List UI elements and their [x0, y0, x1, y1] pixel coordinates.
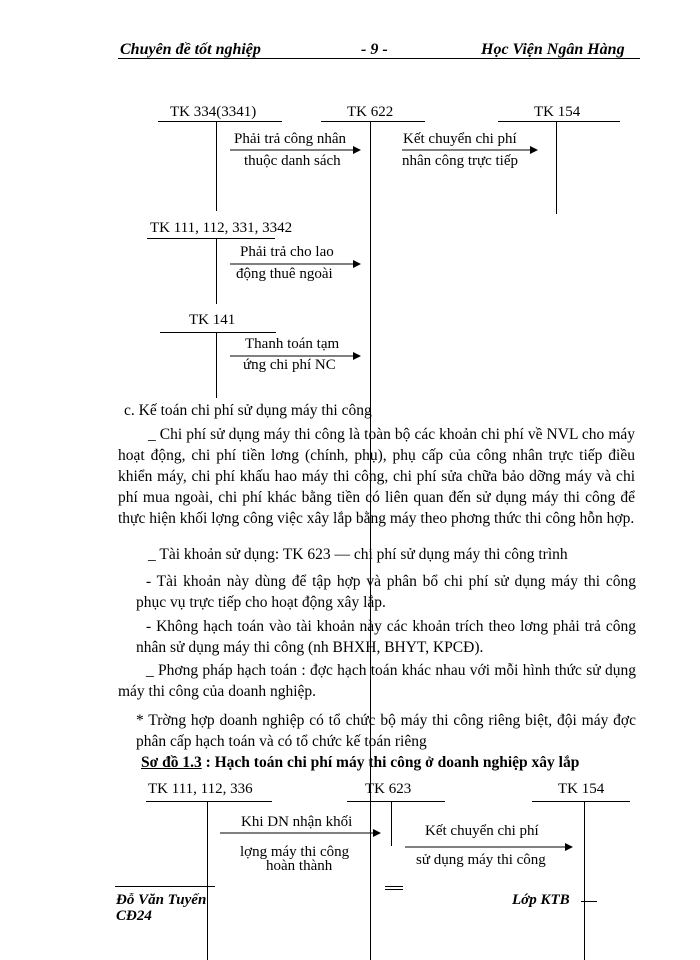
t-account-111b-stem [207, 801, 208, 960]
header-right: Học Viện Ngân Hàng [481, 41, 625, 58]
section-heading: c. Kế toán chi phí sử dụng máy thi công [124, 402, 372, 419]
account-111-112-336: TK 111, 112, 336 [148, 781, 253, 797]
entry-111-line1: Phải trả cho lao [240, 244, 334, 260]
entry-334-line2: thuộc danh sách [244, 153, 341, 169]
diagram-caption-title: : Hạch toán chi phí máy thi công ở doanh nghiệp xây lắp [205, 754, 580, 771]
entry-111-line2: động thuê ngoài [236, 266, 333, 282]
t-account-154b-bar [532, 801, 630, 802]
header-left: Chuyên đề tốt nghiệp [120, 41, 261, 58]
header-page-number: - 9 - [361, 41, 388, 58]
footer-cohort: CĐ24 [116, 908, 152, 924]
account-623: TK 623 [365, 781, 412, 797]
footer-rule-mid-b [385, 889, 403, 890]
account-154-b: TK 154 [558, 781, 605, 797]
t-account-154b-stem [584, 801, 585, 960]
diagram-caption [141, 754, 579, 772]
entry-623-line1: Kết chuyển chi phí [425, 823, 539, 839]
footer-rule-mid-a [385, 886, 403, 887]
entry-622-line2: nhân công trực tiếp [402, 153, 519, 169]
entry-141-line1: Thanh toán tạm [245, 336, 340, 352]
diagram-caption-label: Sơ đồ 1.3 [141, 754, 202, 771]
footer-author: Đỗ Văn Tuyến [116, 892, 207, 908]
entry-111b-line2: lợng máy thi công [240, 844, 350, 860]
paragraph-exclusions: - Không hạch toán vào tài khoản này các khoản trích theo lơng phải trả công nhân sử dụng máy thi công (nh BHXH, BHYT, KPCĐ). [136, 618, 636, 656]
footer-dash [581, 901, 597, 902]
account-154: TK 154 [534, 104, 581, 120]
footer-rule-left [115, 886, 215, 887]
entry-111b-line1: Khi DN nhận khối [241, 814, 353, 830]
paragraph-method: _ Phơng pháp hạch toán : đợc hạch toán khác nhau với mỗi hình thức sử dụng máy thi công của doanh nghiệp. [118, 662, 636, 700]
paragraph-account-used: _ Tài khoản sử dụng: TK 623 — chi phí sử dụng máy thi công trình [148, 546, 568, 563]
entry-111b-line3: hoàn thành [266, 858, 333, 874]
account-111-112-331-3342: TK 111, 112, 331, 3342 [150, 220, 293, 236]
t-account-111b-bar [146, 801, 272, 802]
footer-class: Lớp KTB [512, 892, 570, 908]
account-141: TK 141 [189, 312, 236, 328]
account-334: TK 334(3341) [170, 104, 257, 120]
entry-141-line2: ứng chi phí NC [243, 357, 336, 373]
t-account-623-stem [391, 801, 392, 846]
account-622: TK 622 [347, 104, 394, 120]
t-account-623-bar [347, 801, 445, 802]
paragraph-case: * Trờng hợp doanh nghiệp có tổ chức bộ máy thi công riêng biệt, đội máy đợc phân cấp hạch toán và có tổ chức kế toán riêng [136, 712, 636, 750]
entry-623-line2: sử dụng máy thi công [416, 852, 546, 868]
entry-622-line1: Kết chuyển chi phí [403, 131, 517, 147]
entry-334-line1: Phải trả công nhân [234, 131, 347, 147]
paragraph-account-purpose: - Tài khoản này dùng để tập hợp và phân bổ chi phí sử dụng máy thi công phục vụ trực tiếp cho hoạt động xây lắp. [136, 573, 636, 611]
paragraph-definition: _ Chi phí sử dụng máy thi công là toàn bộ các khoản chi phí về NVL cho máy hoạt động, chi phí tiền lơng (chính, phụ), phụ cấp của công nhân trực tiếp điều khiển máy, chi phí khấu hao máy thi công, chi phí sửa chữa bảo dỡng máy và chi phí mua ngoài, chi phí khác bằng tiền có liên quan đến sử dụng máy thi công để thực hiện khối lợng công việc xây lắp bằng máy theo phơng thức thi công hỗn hợp. [118, 426, 635, 527]
